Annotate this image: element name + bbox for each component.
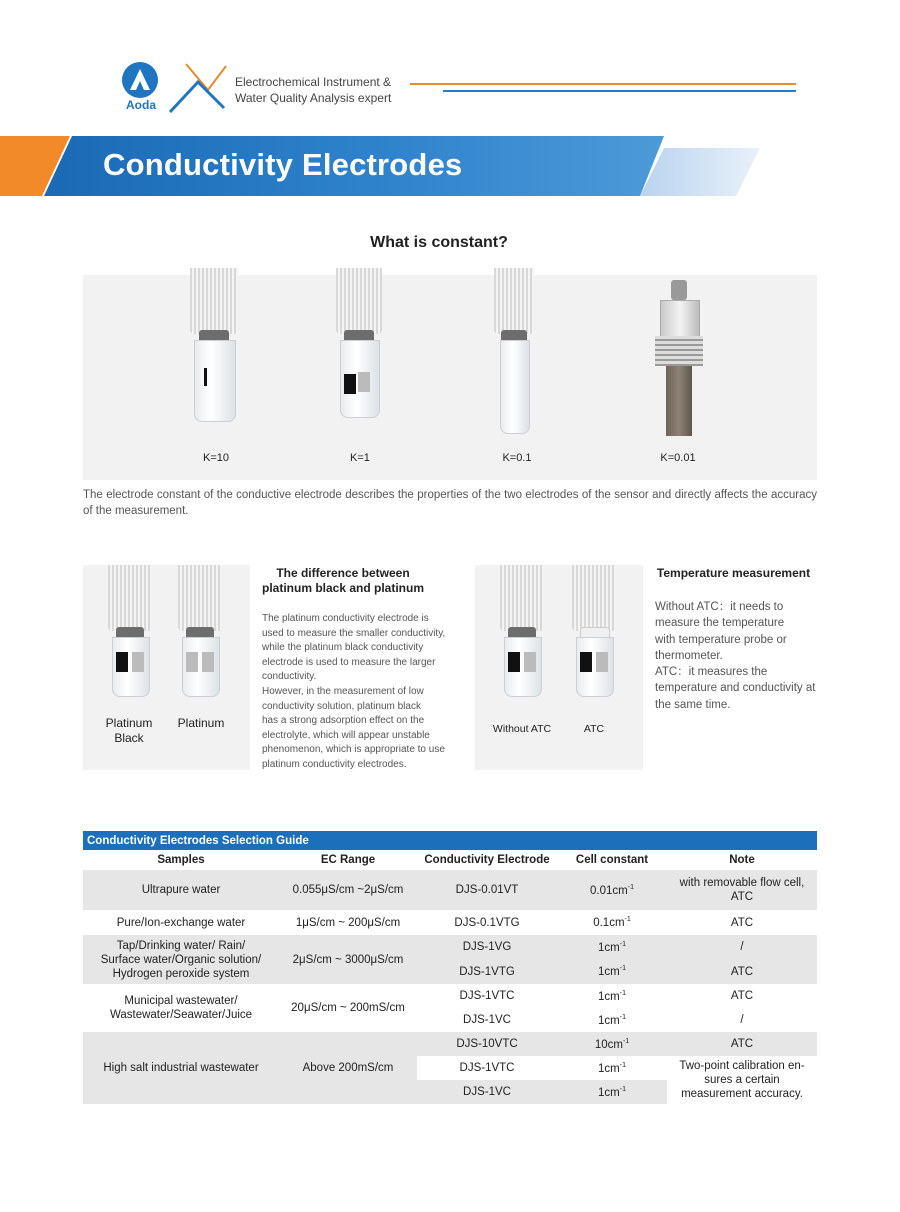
logo-text: Aoda — [126, 98, 156, 112]
constant-label-k01: K=0.1 — [502, 452, 532, 464]
table-title: Conductivity Electrodes Selection Guide — [83, 831, 817, 850]
brand-mark-icon — [168, 62, 228, 114]
electrode-k001-connector — [671, 280, 687, 300]
tagline: Electrochemical Instrument & Water Quality Analysis expert — [235, 75, 392, 105]
cell-note: ATC — [730, 916, 754, 929]
cell-sample: Tap/Drinking water/ Rain/ Surface water/Organic solution/ Hydrogen peroxide system — [100, 939, 262, 980]
banner-accent-light — [640, 148, 760, 196]
aoda-logo-icon — [122, 62, 158, 98]
page-title: Conductivity Electrodes — [103, 147, 463, 182]
cell-constant: $1cm^{-1}$ — [598, 989, 626, 1003]
constant-label-k001: K=0.01 — [660, 452, 696, 464]
table-row — [83, 935, 817, 959]
cell-electrode: DJS-1VC — [463, 1014, 511, 1026]
constant-description: The electrode constant of the conductive electrode describes the properties of the two electrodes of the sensor and directly affects the accuracy of the measurement. — [83, 489, 817, 517]
cell-range: Above 200mS/cm — [302, 1062, 394, 1074]
decorative-line-orange — [410, 83, 796, 85]
cell-note: / — [740, 1014, 744, 1026]
cell-note: ATC — [730, 990, 754, 1002]
cell-constant: $1cm^{-1}$ — [598, 940, 626, 954]
electrode-k001-body — [660, 300, 700, 338]
cell-electrode: DJS-1VTG — [459, 965, 515, 978]
cell-note: with removable flow cell, ATC — [679, 877, 805, 903]
temperature-section-title: Temperature measurement — [656, 566, 811, 580]
cell-constant: $10cm^{-1}$ — [594, 1037, 630, 1051]
cell-constant: $0.01cm^{-1}$ — [590, 883, 634, 897]
cell-electrode: DJS-1VTC — [459, 990, 515, 1002]
table-row — [83, 870, 817, 910]
cell-range: 0.055μS/cm ~2μS/cm — [292, 884, 404, 896]
cell-sample: Pure/Ion-exchange water — [116, 916, 246, 929]
cell-constant: $0.1cm^{-1}$ — [593, 916, 631, 929]
table-row — [83, 910, 817, 935]
cell-electrode: DJS-10VTC — [456, 1038, 518, 1050]
label-atc: ATC — [583, 723, 605, 735]
cell-constant: $1cm^{-1}$ — [598, 1013, 626, 1027]
platinum-description: The platinum conductivity electrode is used to measure the smaller conductivity, while the platinum black conductivity electrode is used to measure the larger conductivity. However, in the measurement of low conductivity solution, platinum black has a strong adsorption effect on the electrolyte, which will appear unstable phenomenon, which is appropriate to use platinum conductivity electrodes. — [262, 613, 446, 770]
header-note: Note — [667, 850, 817, 870]
temperature-description: Without ATC：it needs to measure the temperature with temperature probe or thermometer. ATC：it measures the temperature and conductivity at the same time. — [655, 601, 816, 711]
label-without-atc: Without ATC — [492, 723, 552, 735]
cell-electrode: DJS-1VC — [463, 1086, 511, 1098]
cell-range: 1μS/cm ~ 200μS/cm — [295, 916, 401, 929]
cell-note: ATC — [730, 1038, 754, 1050]
cell-electrode: DJS-1VTC — [417, 1056, 557, 1080]
cell-sample: High salt industrial wastewater — [103, 1062, 259, 1074]
table-row — [83, 1032, 817, 1056]
cell-note: ATC — [730, 965, 754, 978]
cell-range: 20μS/cm ~ 200mS/cm — [291, 1002, 405, 1014]
electrode-k001-thread — [655, 336, 703, 366]
cell-electrode: DJS-0.1VTG — [454, 916, 520, 929]
table-row — [83, 984, 817, 1008]
cell-sample: Ultrapure water — [141, 884, 221, 896]
cell-range: 2μS/cm ~ 3000μS/cm — [292, 953, 404, 966]
cell-constant: $1cm^{-1}$ — [598, 965, 626, 978]
header-cell-constant: Cell constant — [557, 850, 667, 870]
constant-section-title: What is constant? — [370, 234, 508, 251]
header-samples: Samples — [83, 850, 279, 870]
cell-constant: $1cm^{-1}$ — [598, 1085, 626, 1099]
header-ec-range: EC Range — [279, 850, 417, 870]
cell-note: Two-point calibration en- sures a certain measurement accuracy. — [667, 1056, 817, 1104]
cell-sample: Municipal wastewater/ Wastewater/Seawater/Juice — [109, 995, 253, 1021]
decorative-line-blue — [443, 90, 796, 92]
cell-electrode: DJS-0.01VT — [455, 884, 519, 896]
constant-label-k10: K=10 — [203, 452, 229, 464]
header-conductivity-electrode: Conductivity Electrode — [417, 850, 557, 870]
platinum-section-title: The difference between platinum black and platinum — [261, 566, 425, 595]
electrode-k001-rod — [666, 366, 692, 436]
cell-constant: $1cm^{-1}$ — [557, 1056, 667, 1080]
cell-note: / — [740, 941, 744, 953]
label-platinum-black: Platinum Black — [105, 716, 153, 745]
selection-guide-table — [83, 831, 817, 1104]
cell-electrode: DJS-1VG — [462, 941, 512, 953]
label-platinum: Platinum — [177, 716, 225, 730]
constant-label-k1: K=1 — [350, 452, 370, 464]
